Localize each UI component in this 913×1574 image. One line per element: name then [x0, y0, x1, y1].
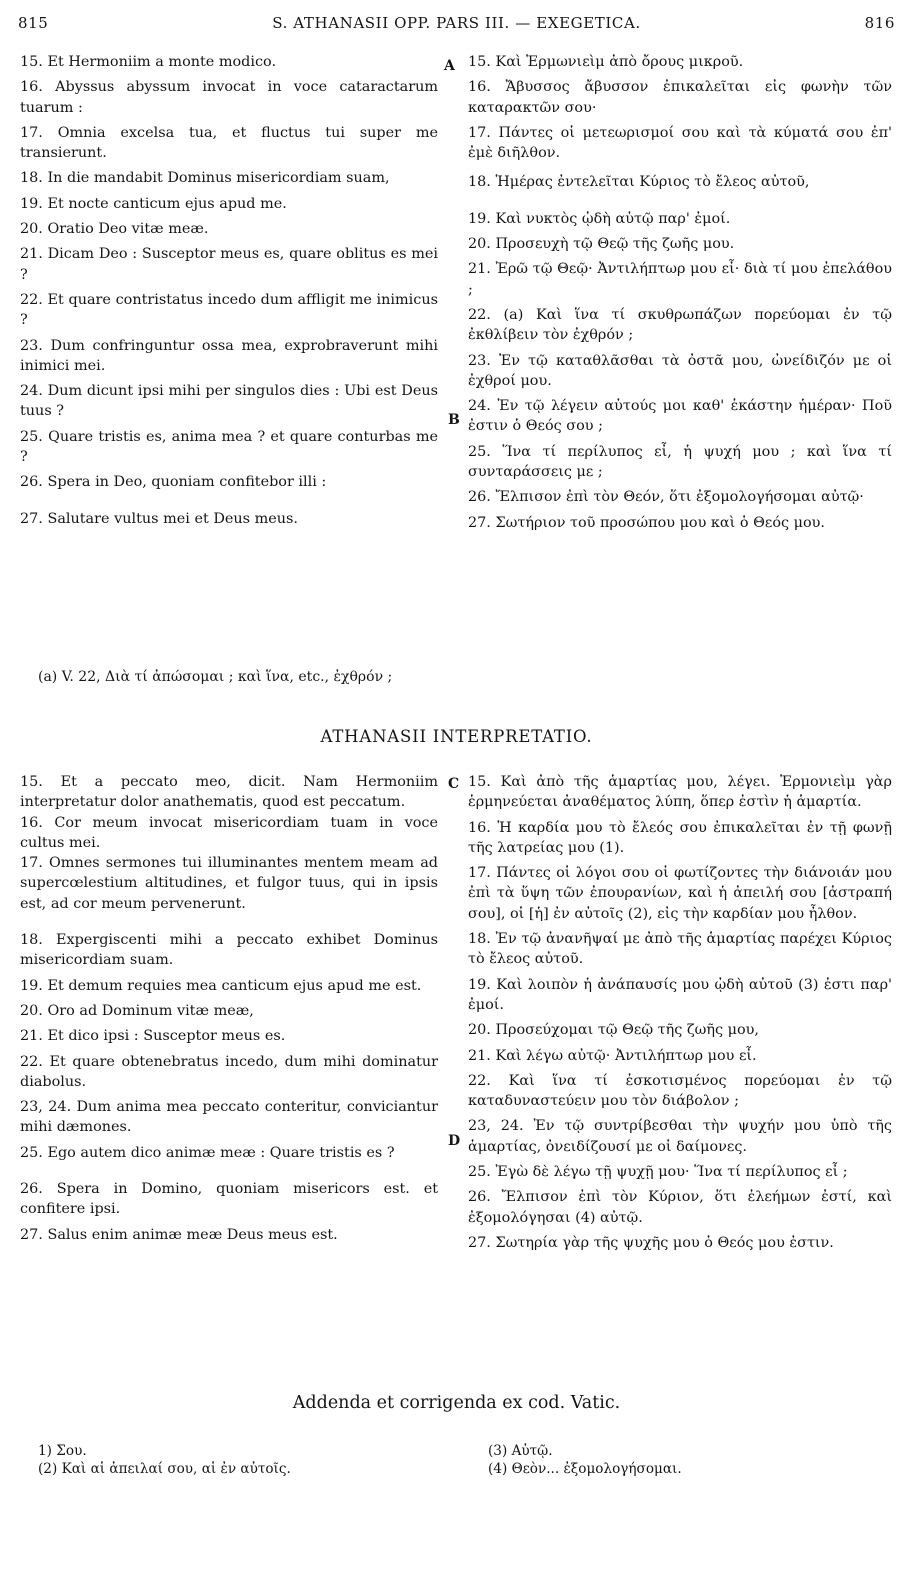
- verse: 16. Abyssus abyssum invocat in voce cataractarum tuarum :: [20, 79, 438, 116]
- verse: 27. Salutare vultus mei et Deus meus.: [20, 510, 298, 527]
- verse: 20. Oratio Deo vitæ meæ.: [20, 221, 209, 238]
- addenda-note: (3) Αὐτῷ.: [488, 1443, 553, 1459]
- verse: 25. Ἐγὼ δὲ λέγω τῇ ψυχῇ μου· Ἵνα τί περίλυπος εἶ ;: [468, 1164, 848, 1181]
- verse: 26. Spera in Deo, quoniam confitebor illi :: [20, 474, 327, 491]
- interpretatio-greek-column: [468, 772, 892, 1253]
- verse: 27. Σωτηρία γὰρ τῆς ψυχῆς μου ὁ Θεός μου ἐστιν.: [468, 1234, 834, 1251]
- verse: 26. Ἔλπισον ἐπὶ τὸν Θεόν, ὅτι ἐξομολογήσομαι αὐτῷ·: [468, 489, 864, 506]
- verse: 18. In die mandabit Dominus misericordiam suam,: [20, 170, 390, 187]
- verse: 15. Καὶ ἀπὸ τῆς ἁμαρτίας μου, λέγει. Ἑρμονιεὶμ γὰρ ἑρμηνεύεται ἀναθέματος λύπη, ὅπερ ἐστὶν ἡ ἁμαρτία.: [468, 774, 892, 811]
- verse: 27. Σωτήριον τοῦ προσώπου μου καὶ ὁ Θεός μου.: [468, 514, 825, 531]
- verse: 21. Et dico ipsi : Susceptor meus es.: [20, 1028, 286, 1045]
- psalm-latin-column: [20, 52, 438, 529]
- addenda-note: (2) Καὶ αἱ ἀπειλαί σου, αἱ ἐν αὐτοῖς.: [38, 1461, 291, 1477]
- verse: 17. Omnes sermones tui illuminantes mentem meam ad supercœlestium altitudines, et fulgor tuus, qui in ipsis est, ad cor meum pervenerunt.: [20, 855, 438, 912]
- verse: 19. Et nocte canticum ejus apud me.: [20, 195, 287, 212]
- verse: 23. Ἐν τῷ καταθλᾶσθαι τὰ ὀστᾶ μου, ὠνείδιζόν με οἱ ἐχθροί μου.: [468, 352, 892, 389]
- verse: 20. Oro ad Dominum vitæ meæ,: [20, 1002, 254, 1019]
- running-header: [18, 14, 895, 38]
- verse: 15. Καὶ Ἑρμωνιεὶμ ἀπὸ ὄρους μικροῦ.: [468, 54, 744, 70]
- verse: 16. Ἄβυσσος ἄβυσσον ἐπικαλεῖται εἰς φωνὴν τῶν καταρακτῶν σου·: [468, 79, 892, 116]
- margin-mark-a: A: [444, 58, 455, 74]
- addenda-note: 1) Σου.: [38, 1443, 87, 1459]
- verse: 26. Ἔλπισον ἐπὶ τὸν Κύριον, ὅτι ἐλεήμων ἐστί, καὶ ἐξομολόγησαι (4) αὐτῷ.: [468, 1189, 892, 1226]
- verse: 21. Dicam Deo : Susceptor meus es, quare oblitus es mei ?: [20, 246, 438, 283]
- section-title: ATHANASII INTERPRETATIO.: [320, 727, 593, 746]
- verse: 15. Et Hermoniim a monte modico.: [20, 54, 277, 70]
- verse: 22. Et quare contristatus incedo dum affligit me inimicus ?: [20, 291, 438, 329]
- margin-mark-c: C: [448, 776, 460, 792]
- addenda-title: Addenda et corrigenda ex cod. Vatic.: [292, 1393, 621, 1413]
- margin-mark-d: D: [448, 1133, 461, 1149]
- verse: 23. Dum confringuntur ossa mea, exprobraverunt mihi inimici mei.: [20, 337, 438, 374]
- addenda-note: (4) Θεὸν... ἐξομολογήσομαι.: [488, 1461, 682, 1477]
- verse: 22. Καὶ ἵνα τί ἐσκοτισμένος πορεύομαι ἐν τῷ καταδυναστεύειν μου τὸν διάβολον ;: [468, 1072, 892, 1110]
- verse: 23, 24. Ἐν τῷ συντρίβεσθαι τὴν ψυχήν μου ὑπὸ τῆς ἁμαρτίας, ὀνειδίζουσί με οἱ δαίμονες.: [468, 1118, 892, 1155]
- verse: 23, 24. Dum anima mea peccato conteritur, conviciantur mihi dæmones.: [20, 1099, 438, 1136]
- verse: 17. Πάντες οἱ λόγοι σου οἱ φωτίζοντες τὴν διάνοιάν μου ἐπὶ τὰ ὕψη τῶν ἐπουρανίων, καὶ ἡ ἀπειλή σου [ἀστραπή σου], οἱ [ἡ] ἐν αὐτοῖς (2), εἰς τὴν καρδίαν μου ἦλθον.: [468, 865, 892, 922]
- psalm-greek-column: [468, 52, 892, 533]
- verse: 15. Et a peccato meo, dicit. Nam Hermoniim interpretatur dolor anathematis, quod est peccatum.: [20, 774, 438, 811]
- verse: 16. Cor meum invocat misericordiam tuam in voce cultus mei.: [20, 814, 438, 851]
- verse: 17. Omnia excelsa tua, et fluctus tui super me transierunt.: [20, 124, 438, 162]
- verse: 20. Προσεύχομαι τῷ Θεῷ τῆς ζωῆς μου,: [468, 1022, 760, 1039]
- verse: 21. Ἐρῶ τῷ Θεῷ· Ἀντιλήπτωρ μου εἶ· διὰ τί μου ἐπελάθου ;: [468, 261, 892, 298]
- page-number-right: 816: [864, 14, 895, 32]
- addenda-right-notes: [488, 1442, 888, 1478]
- verse: 18. Ἡμέρας ἐντελεῖται Κύριος τὸ ἔλεος αὐτοῦ,: [468, 174, 810, 191]
- verse: 19. Καὶ νυκτὸς ᾠδὴ αὐτῷ παρ' ἐμοί.: [468, 210, 731, 227]
- verse: 19. Et demum requies mea canticum ejus apud me est.: [20, 977, 422, 994]
- verse: 17. Πάντες οἱ μετεωρισμοί σου καὶ τὰ κύματά σου ἐπ' ἐμὲ διῆλθον.: [468, 124, 892, 162]
- verse: 24. Ἐν τῷ λέγειν αὐτούς μοι καθ' ἑκάστην ἡμέραν· Ποῦ ἐστιν ὁ Θεός σου ;: [468, 398, 892, 435]
- running-title: S. ATHANASII OPP. PARS III. — EXEGETICA.: [272, 14, 641, 32]
- verse: 18. Ἐν τῷ ἀνανῆψαί με ἀπὸ τῆς ἁμαρτίας παρέχει Κύριος τὸ ἔλεος αὐτοῦ.: [468, 931, 892, 968]
- margin-mark-b: B: [448, 412, 460, 428]
- verse: 20. Προσευχὴ τῷ Θεῷ τῆς ζωῆς μου.: [468, 236, 735, 253]
- verse: 25. Ego autem dico animæ meæ : Quare tristis es ?: [20, 1144, 395, 1161]
- verse: 18. Expergiscenti mihi a peccato exhibet Dominus misericordiam suam.: [20, 932, 438, 969]
- verse: 19. Καὶ λοιπὸν ἡ ἀνάπαυσίς μου ᾠδὴ αὐτοῦ (3) ἐστι παρ' ἐμοί.: [468, 976, 892, 1013]
- verse: 25. Ἵνα τί περίλυπος εἶ, ἡ ψυχή μου ; καὶ ἵνα τί συνταράσσεις με ;: [468, 443, 892, 481]
- verse: 27. Salus enim animæ meæ Deus meus est.: [20, 1226, 338, 1243]
- verse: 21. Καὶ λέγω αὐτῷ· Ἀντιλήπτωρ μου εἶ.: [468, 1047, 757, 1064]
- verse: 26. Spera in Domino, quoniam misericors est. et confitere ipsi.: [20, 1181, 438, 1218]
- verse: 24. Dum dicunt ipsi mihi per singulos dies : Ubi est Deus tuus ?: [20, 383, 438, 420]
- footnote: (a) V. 22, Διὰ τί ἀπώσομαι ; καὶ ἵνα, etc., ἐχθρόν ;: [38, 669, 393, 685]
- verse: 22. Et quare obtenebratus incedo, dum mihi dominatur diabolus.: [20, 1053, 438, 1090]
- page-number-left: 815: [18, 14, 49, 32]
- interpretatio-latin-column: [20, 772, 438, 1245]
- verse: 16. Ἡ καρδία μου τὸ ἔλεός σου ἐπικαλεῖται ἐν τῇ φωνῇ τῆς λατρείας μου (1).: [468, 819, 892, 856]
- verse: 22. (a) Καὶ ἵνα τί σκυθρωπάζων πορεύομαι ἐν τῷ ἐκθλίβειν τὸν ἐχθρόν ;: [468, 306, 892, 344]
- verse: 25. Quare tristis es, anima mea ? et quare conturbas me ?: [20, 428, 438, 466]
- addenda-left-notes: [38, 1442, 458, 1478]
